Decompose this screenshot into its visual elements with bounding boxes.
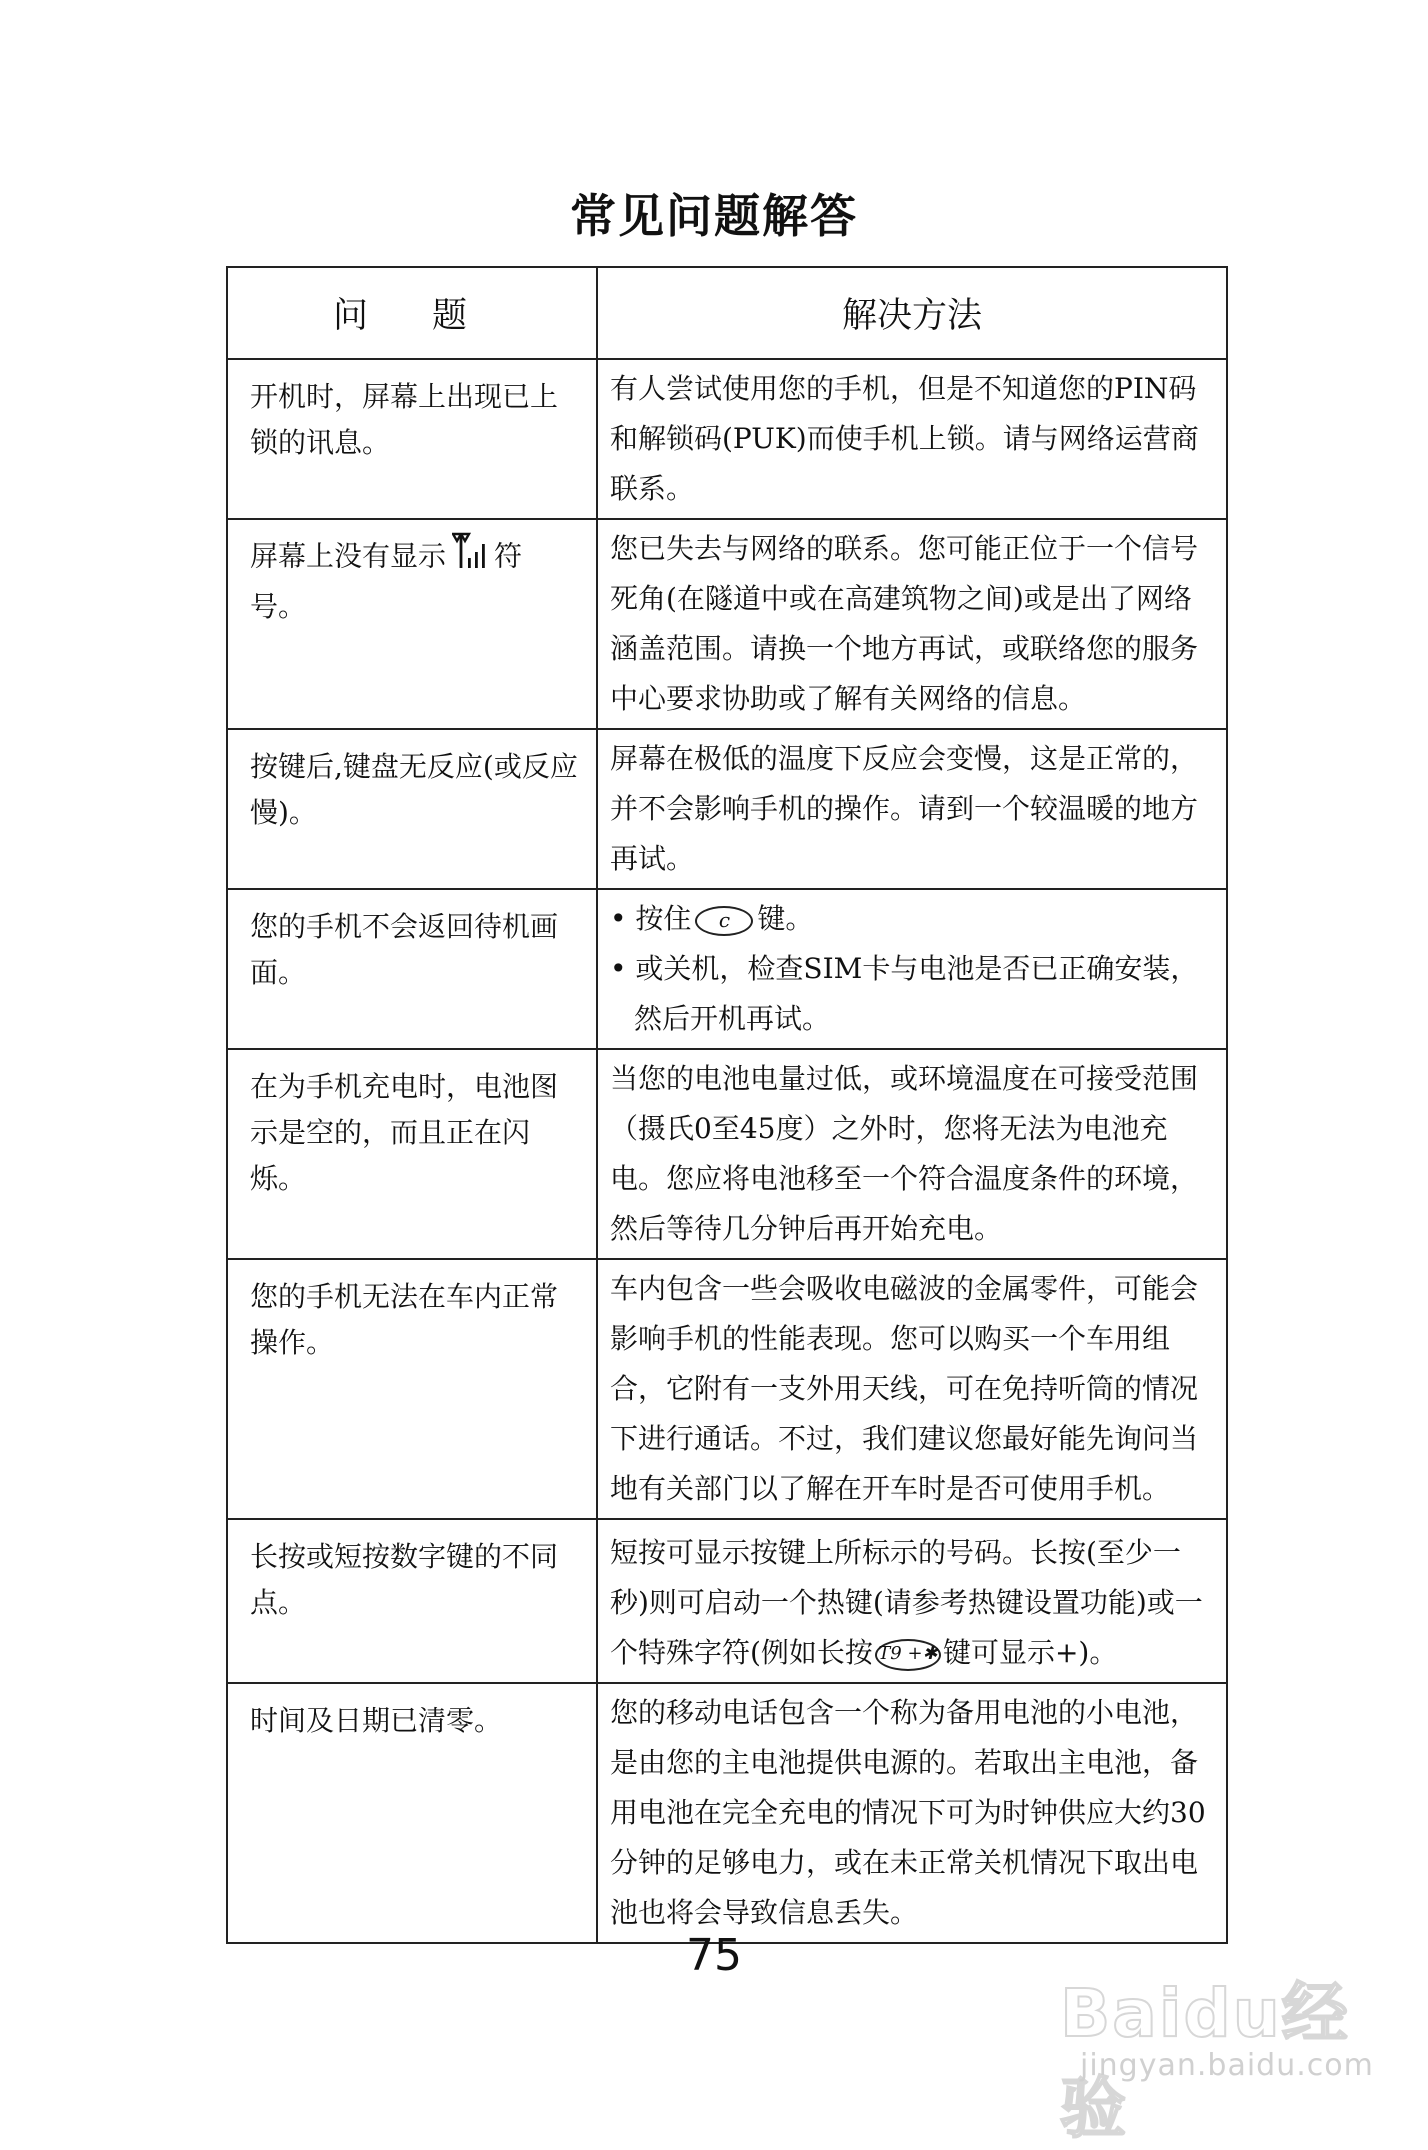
- question-cell: 时间及日期已清零。: [227, 1683, 597, 1943]
- question-cell: 在为手机充电时，电池图示是空的，而且正在闪烁。: [227, 1049, 597, 1259]
- watermark-logo: Baidu经验: [1060, 1975, 1350, 2147]
- question-cell: 您的手机不会返回待机画面。: [227, 889, 597, 1049]
- answer-cell: [597, 1519, 1227, 1683]
- answer-cell: 当您的电池电量过低，或环境温度在可接受范围（摄氏0至45度）之外时，您将无法为电池充电。您应将电池移至一个符合温度条件的环境，然后等待几分钟后再开始充电。: [597, 1049, 1227, 1259]
- answer-cell: 有人尝试使用您的手机，但是不知道您的PIN码和解锁码(PUK)而使手机上锁。请与网络运营商联系。: [597, 359, 1227, 519]
- answer-text: 短按可显示按键上所标示的号码。长按(至少一秒)则可启动一个热键(请参考热键设置功能)或一个特殊字符(例如长按: [610, 1536, 1203, 1669]
- table-row: [227, 1259, 1227, 1519]
- table-header-row: [227, 267, 1227, 359]
- answer-cell: 您的移动电话包含一个称为备用电池的小电池，是由您的主电池提供电源的。若取出主电池，备用电池在完全充电的情况下可为时钟供应大约30分钟的足够电力，或在未正常关机情况下取出电池也将会导致信息丢失。: [597, 1683, 1227, 1943]
- star-key-icon: T9 +✱: [875, 1639, 941, 1671]
- question-text: 符号。: [250, 539, 523, 623]
- answer-text: 键可显示+)。: [942, 1636, 1118, 1669]
- table-row: [227, 729, 1227, 889]
- answer-cell: 您已失去与网络的联系。您可能正位于一个信号死角(在隧道中或在高建筑物之间)或是出了网络涵盖范围。请换一个地方再试，或联络您的服务中心要求协助或了解有关网络的信息。: [597, 519, 1227, 729]
- table-row: [227, 1683, 1227, 1943]
- answer-text: • 按住: [610, 902, 692, 935]
- question-cell: 您的手机无法在车内正常操作。: [227, 1259, 597, 1519]
- question-text: 屏幕上没有显示: [250, 539, 447, 573]
- answer-bullet: [610, 894, 1216, 944]
- answer-bullet: • 或关机，检查SIM卡与电池是否已正确安装，: [610, 952, 1199, 985]
- header-question: 问题: [227, 267, 597, 359]
- table-row: [227, 359, 1227, 519]
- question-cell: 按键后,键盘无反应(或反应慢)。: [227, 729, 597, 889]
- question-cell: [227, 519, 597, 729]
- table-row: [227, 1049, 1227, 1259]
- answer-cell: 屏幕在极低的温度下反应会变慢，这是正常的，并不会影响手机的操作。请到一个较温暖的地方再试。: [597, 729, 1227, 889]
- baidu-watermark: [1060, 1940, 1390, 2147]
- table-row: [227, 889, 1227, 1049]
- watermark-url: jingyan.baidu.com: [1080, 2048, 1374, 2083]
- c-key-icon: c: [695, 906, 753, 936]
- question-cell: 开机时，屏幕上出现已上锁的讯息。: [227, 359, 597, 519]
- question-cell: 长按或短按数字键的不同点。: [227, 1519, 597, 1683]
- faq-table: [226, 266, 1228, 1944]
- page-title: 常见问题解答: [570, 189, 858, 243]
- signal-strength-icon: [452, 532, 488, 584]
- answer-bullet-continued: 然后开机再试。: [634, 1002, 831, 1035]
- answer-cell: [597, 889, 1227, 1049]
- page-number: 75: [686, 1930, 742, 1981]
- header-solution: 解决方法: [597, 267, 1227, 359]
- answer-cell: 车内包含一些会吸收电磁波的金属零件，可能会影响手机的性能表现。您可以购买一个车用组合，它附有一支外用天线，可在免持听筒的情况下进行通话。不过，我们建议您最好能先询问当地有关部门以了解在开车时是否可使用手机。: [597, 1259, 1227, 1519]
- table-row: [227, 519, 1227, 729]
- answer-text: 键。: [757, 902, 814, 935]
- table-row: [227, 1519, 1227, 1683]
